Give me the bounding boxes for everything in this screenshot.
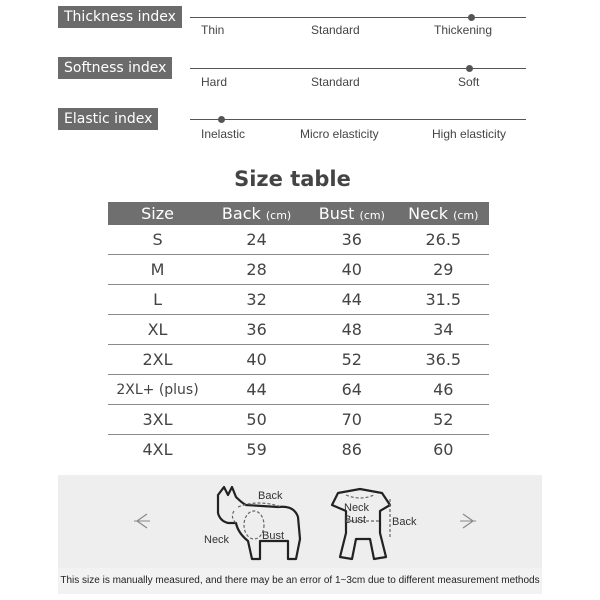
chevron-left-icon[interactable] [133, 512, 151, 530]
size-table [108, 202, 489, 464]
cell-back: 59 [246, 440, 267, 459]
thickness-marker [468, 14, 475, 21]
cell-neck: 60 [433, 440, 454, 459]
softness-index-row [0, 57, 600, 107]
dog-measurement-figure [198, 483, 308, 563]
softness-option-standard: Standard [311, 75, 360, 89]
softness-option-soft: Soft [458, 75, 480, 89]
cell-bust: 70 [306, 405, 397, 435]
cell-back: 36 [207, 315, 306, 345]
thickness-index-row [0, 6, 600, 56]
table-row [108, 345, 489, 375]
measurement-diagram [58, 475, 542, 568]
elastic-option-high: High elasticity [432, 127, 507, 141]
bust-measure-loop [244, 511, 264, 539]
dog-bust-label: Bust [262, 530, 285, 542]
softness-scale-line [190, 68, 526, 69]
table-row [108, 255, 489, 285]
cell-size: XL [108, 315, 207, 345]
elastic-index-label: Elastic index [58, 108, 158, 130]
table-row [108, 375, 489, 405]
table-row [108, 225, 489, 255]
thickness-option-standard: Standard [311, 23, 360, 37]
neck-measure-line [232, 511, 236, 523]
cell-back: 44 [207, 375, 306, 405]
softness-marker [466, 65, 473, 72]
chevron-right-icon[interactable] [459, 512, 477, 530]
cell-back: 32 [207, 285, 306, 315]
cell-neck: 36.5 [398, 345, 489, 375]
cell-size: 2XL+ (plus) [108, 375, 207, 405]
garment-neck-label: Neck [344, 502, 370, 514]
elastic-option-inelastic: Inelastic [201, 127, 246, 141]
cell-bust: 44 [306, 285, 397, 315]
thickness-option-thickening: Thickening [434, 23, 493, 37]
cell-size: 2XL [108, 345, 207, 375]
cell-size: 4XL [142, 440, 173, 459]
garment-measurement-figure [320, 485, 420, 565]
cell-back: 24 [207, 225, 306, 255]
cell-size: S [108, 225, 207, 255]
cell-back: 28 [207, 255, 306, 285]
cell-bust: 40 [306, 255, 397, 285]
cell-neck: 52 [398, 405, 489, 435]
garment-neck-line [346, 495, 374, 498]
cell-size: L [108, 285, 207, 315]
elastic-option-micro: Micro elasticity [300, 127, 379, 141]
elastic-index-row [0, 108, 600, 158]
cell-back: 50 [207, 405, 306, 435]
thickness-scale-line [190, 17, 526, 18]
softness-index-label: Softness index [58, 57, 172, 79]
cell-neck: 26.5 [398, 225, 489, 255]
thickness-option-thin: Thin [201, 23, 225, 37]
table-header-row [108, 202, 489, 225]
cell-bust: 52 [306, 345, 397, 375]
cell-size: M [108, 255, 207, 285]
table-row [108, 435, 489, 465]
dog-neck-label: Neck [204, 534, 230, 546]
elastic-marker [218, 116, 225, 123]
header-back: Back (cm) [207, 202, 306, 225]
cell-bust: 36 [306, 225, 397, 255]
table-row [108, 285, 489, 315]
cell-neck: 46 [398, 375, 489, 405]
cell-neck: 34 [398, 315, 489, 345]
softness-option-hard: Hard [201, 75, 228, 89]
size-table-title: Size table [234, 167, 351, 191]
cell-bust: 48 [306, 315, 397, 345]
garment-back-label: Back [392, 516, 417, 528]
table-row [108, 315, 489, 345]
measurement-footnote: This size is manually measured, and there may be an error of 1~3cm due to different measurement methods [58, 568, 542, 594]
header-neck: Neck (cm) [398, 202, 489, 225]
cell-neck: 31.5 [398, 285, 489, 315]
table-row [108, 405, 489, 435]
garment-bust-label: Bust [344, 514, 367, 526]
dog-back-label: Back [258, 490, 283, 502]
header-bust: Bust (cm) [306, 202, 397, 225]
cell-bust: 64 [306, 375, 397, 405]
cell-size: 3XL [108, 405, 207, 435]
header-size: Size [108, 202, 207, 225]
cell-back: 40 [207, 345, 306, 375]
cell-neck: 29 [398, 255, 489, 285]
cell-bust: 86 [341, 440, 362, 459]
thickness-index-label: Thickness index [58, 6, 182, 28]
elastic-scale-line [190, 119, 526, 120]
